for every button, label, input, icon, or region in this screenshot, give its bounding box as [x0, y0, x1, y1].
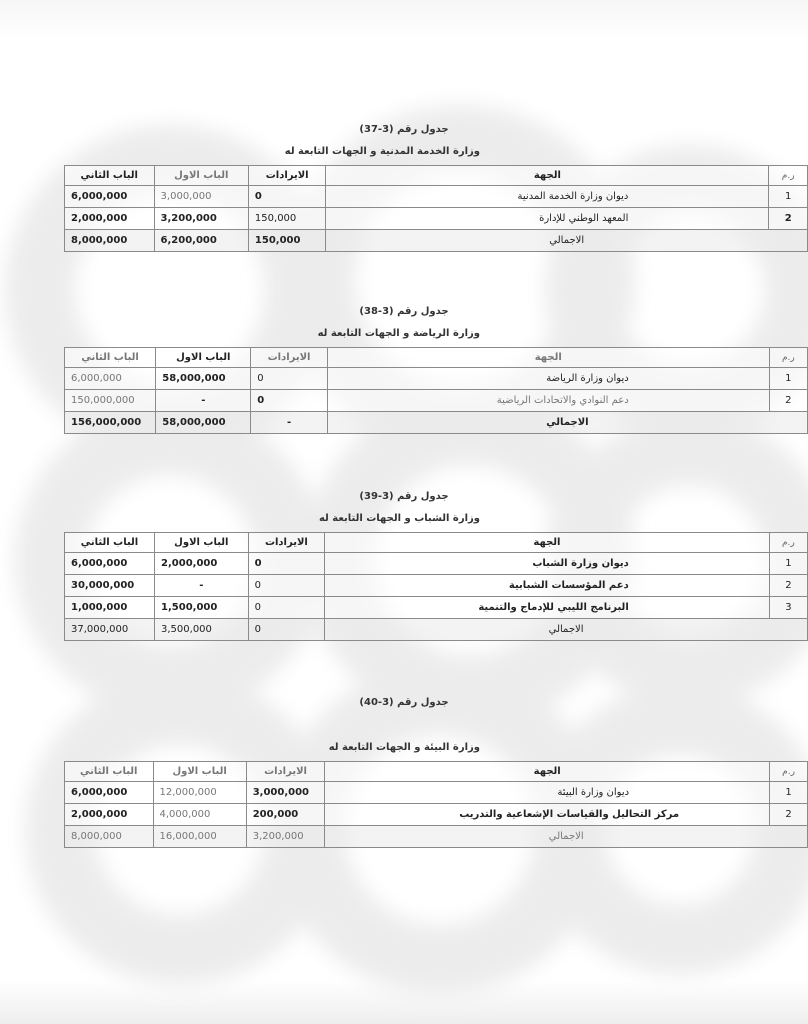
header-revenue: الايرادات: [251, 348, 328, 368]
row-revenue: 0: [248, 186, 326, 208]
total-revenue: 3,200,000: [246, 826, 325, 848]
table-row: [65, 597, 808, 619]
table-row: [65, 390, 808, 412]
header-chapter1: الباب الاول: [153, 762, 246, 782]
row-chapter2: 150,000,000: [65, 390, 156, 412]
table-total-row: [65, 412, 808, 434]
data-table: [64, 761, 808, 848]
header-entity: الجهة: [325, 762, 770, 782]
row-chapter1: 2,000,000: [155, 553, 249, 575]
header-number: ر.م: [770, 762, 808, 782]
total-chapter1: 3,500,000: [155, 619, 249, 641]
header-chapter1: الباب الاول: [156, 348, 251, 368]
row-revenue: 0: [251, 368, 328, 390]
total-chapter1: 16,000,000: [153, 826, 246, 848]
row-revenue: 3,000,000: [246, 782, 325, 804]
row-number: 3: [769, 597, 807, 619]
table-subtitle: وزارة الشباب و الجهات التابعة له: [318, 513, 480, 524]
header-revenue: الايرادات: [248, 533, 324, 553]
total-revenue: 0: [248, 619, 324, 641]
table-row: [65, 368, 808, 390]
table-total-row: [65, 826, 808, 848]
row-number: 1: [769, 186, 808, 208]
row-entity: المعهد الوطني للإدارة: [326, 208, 769, 230]
table-caption: جدول رقم (3-38): [359, 306, 449, 317]
row-entity: دعم المؤسسات الشبابية: [325, 575, 770, 597]
row-number: 2: [769, 575, 807, 597]
header-chapter2: الباب الثاني: [65, 533, 155, 553]
row-entity: ديوان وزارة البيئة: [325, 782, 770, 804]
table-row: [65, 186, 808, 208]
row-chapter1: -: [155, 575, 249, 597]
row-entity: مركز التحاليل والقياسات الإشعاعية والتدريب: [325, 804, 770, 826]
data-table: [64, 532, 808, 641]
table-caption: جدول رقم (3-39): [359, 491, 449, 502]
row-chapter2: 2,000,000: [65, 804, 154, 826]
row-chapter2: 2,000,000: [65, 208, 155, 230]
row-chapter2: 6,000,000: [65, 368, 156, 390]
row-number: 1: [769, 553, 807, 575]
row-chapter2: 6,000,000: [65, 186, 155, 208]
header-chapter1: الباب الاول: [155, 533, 249, 553]
row-number: 2: [769, 390, 807, 412]
row-revenue: 0: [251, 390, 328, 412]
header-entity: الجهة: [327, 348, 769, 368]
row-entity: ديوان وزارة الخدمة المدنية: [326, 186, 769, 208]
row-chapter1: 12,000,000: [153, 782, 246, 804]
total-chapter2: 37,000,000: [65, 619, 155, 641]
header-revenue: الايرادات: [248, 166, 326, 186]
total-chapter1: 58,000,000: [156, 412, 251, 434]
table-row: [65, 804, 808, 826]
table-total-row: [65, 619, 808, 641]
total-revenue: 150,000: [248, 230, 326, 252]
data-table: [64, 165, 808, 252]
row-chapter1: 1,500,000: [155, 597, 249, 619]
row-chapter1: 58,000,000: [156, 368, 251, 390]
header-chapter2: الباب الثاني: [65, 762, 154, 782]
header-chapter2: الباب الثاني: [65, 348, 156, 368]
header-chapter1: الباب الاول: [154, 166, 248, 186]
data-table: [64, 347, 808, 434]
header-number: ر.م: [769, 166, 808, 186]
total-revenue: -: [251, 412, 328, 434]
table-subtitle: وزارة البيئة و الجهات التابعة له: [328, 742, 480, 753]
row-revenue: 0: [248, 575, 324, 597]
table-caption: جدول رقم (3-40): [359, 697, 449, 708]
header-number: ر.م: [769, 533, 807, 553]
row-entity: ديوان وزارة الشباب: [325, 553, 770, 575]
table-subtitle: وزارة الرياضة و الجهات التابعة له: [317, 328, 480, 339]
row-chapter2: 6,000,000: [65, 782, 154, 804]
total-chapter1: 6,200,000: [154, 230, 248, 252]
header-entity: الجهة: [325, 533, 770, 553]
table-caption: جدول رقم (3-37): [359, 124, 449, 135]
table-row: [65, 575, 808, 597]
total-label: الاجمالي: [325, 826, 808, 848]
row-number: 2: [769, 208, 808, 230]
row-revenue: 0: [248, 553, 324, 575]
total-chapter2: 8,000,000: [65, 826, 154, 848]
row-number: 2: [770, 804, 808, 826]
row-number: 1: [769, 368, 807, 390]
table-row: [65, 208, 808, 230]
total-label: الاجمالي: [327, 412, 807, 434]
total-chapter2: 156,000,000: [65, 412, 156, 434]
row-revenue: 200,000: [246, 804, 325, 826]
row-revenue: 150,000: [248, 208, 326, 230]
total-label: الاجمالي: [325, 619, 808, 641]
row-chapter2: 6,000,000: [65, 553, 155, 575]
row-chapter2: 1,000,000: [65, 597, 155, 619]
row-entity: ديوان وزارة الرياضة: [327, 368, 769, 390]
header-chapter2: الباب الثاني: [65, 166, 155, 186]
row-chapter2: 30,000,000: [65, 575, 155, 597]
header-number: ر.م: [769, 348, 807, 368]
row-chapter1: 4,000,000: [153, 804, 246, 826]
table-row: [65, 782, 808, 804]
row-chapter1: 3,000,000: [154, 186, 248, 208]
row-entity: البرنامج الليبي للإدماج والتنمية: [325, 597, 770, 619]
table-total-row: [65, 230, 808, 252]
table-subtitle: وزارة الخدمة المدنية و الجهات التابعة له: [284, 146, 480, 157]
row-chapter1: -: [156, 390, 251, 412]
total-chapter2: 8,000,000: [65, 230, 155, 252]
header-revenue: الايرادات: [246, 762, 325, 782]
row-number: 1: [770, 782, 808, 804]
row-chapter1: 3,200,000: [154, 208, 248, 230]
header-entity: الجهة: [326, 166, 769, 186]
row-entity: دعم النوادي والاتحادات الرياضية: [327, 390, 769, 412]
table-row: [65, 553, 808, 575]
total-label: الاجمالي: [326, 230, 808, 252]
row-revenue: 0: [248, 597, 324, 619]
